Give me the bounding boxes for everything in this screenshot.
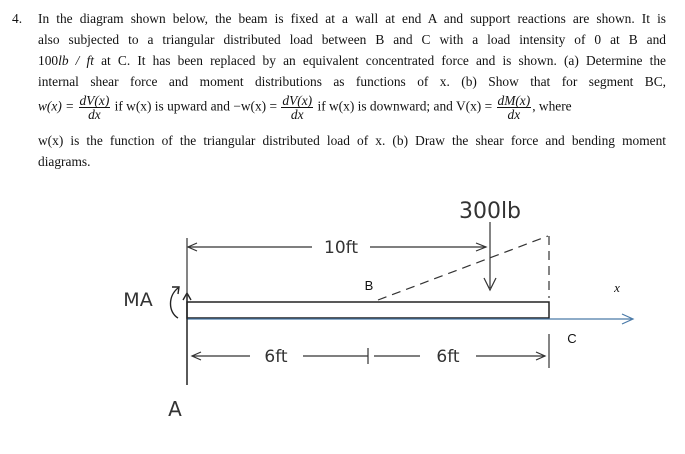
- point-c-label: C: [567, 331, 577, 346]
- span-label: 10ft: [324, 238, 358, 258]
- if-upward: if w(x) is upward and −w(x) =: [111, 98, 278, 114]
- problem-line-3-rest: at C. It has been replaced by an equivalent concentrated force and is shown. (a) Determine the: [93, 53, 666, 68]
- seg2-label: 6ft: [436, 347, 460, 367]
- load-hypotenuse: [378, 236, 548, 300]
- load-value: 100: [38, 53, 59, 68]
- seg1-label: 6ft: [264, 347, 288, 367]
- problem-line-4: internal shear force and moment distributions as functions of x. (b) Show that for segment BC,: [38, 74, 666, 89]
- axis-x-label: x: [614, 280, 620, 295]
- dv-dx-fraction-2: $\frac{dV(x)}{dx}$: [282, 93, 313, 122]
- dv-dx-fraction-1: $\frac{dV(x)}{dx}$: [79, 93, 110, 122]
- force-label: 300lb: [458, 199, 522, 224]
- w-eq: w(x) =: [38, 98, 75, 114]
- problem-line-1: In the diagram shown below, the beam is fixed at a wall at end A and support reactions are shown. It is: [38, 11, 666, 26]
- dm-dx-fraction: $\frac{dM(x)}{dx}$: [497, 93, 531, 122]
- point-b-label: B: [364, 278, 374, 293]
- moment-label: MA: [123, 289, 153, 311]
- problem-line-7: diagrams.: [38, 154, 91, 169]
- point-a-label: A: [168, 397, 182, 421]
- problem-line-6: w(x) is the function of the triangular distributed load of x. (b) Draw the shear force and bending moment: [38, 133, 666, 148]
- if-downward: if w(x) is downward; and V(x) =: [314, 98, 493, 114]
- problem-line-2: also subjected to a triangular distributed load between B and C with a load intensity of 0 at B and: [38, 32, 666, 47]
- moment-arc: [171, 288, 179, 318]
- where-text: , where: [532, 98, 572, 114]
- beam: [187, 302, 549, 318]
- problem-number: 4.: [12, 11, 23, 26]
- load-unit: lb / ft: [58, 53, 94, 68]
